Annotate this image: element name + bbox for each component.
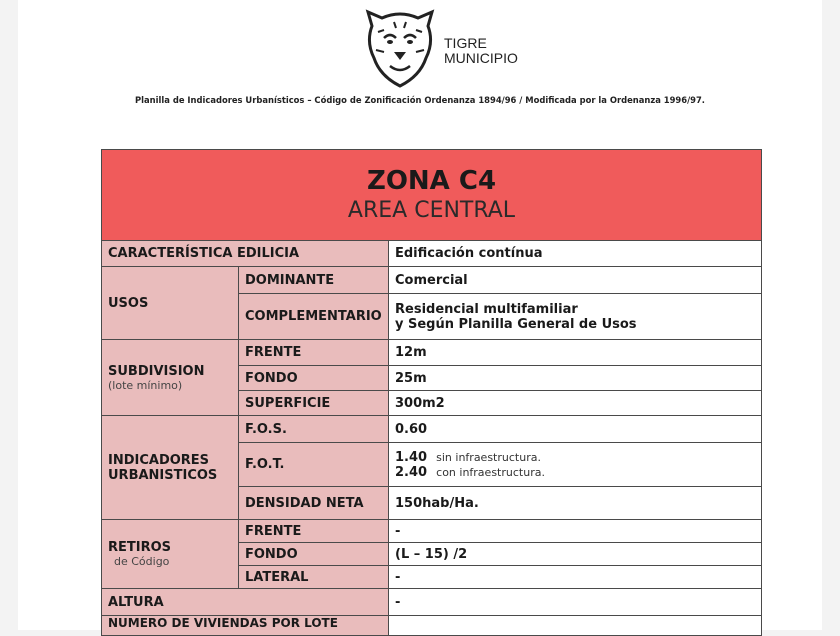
table-row	[102, 241, 762, 267]
complementario-line-1: Residencial multifamiliar	[395, 301, 578, 317]
zoning-table	[101, 149, 762, 636]
zone-header-row	[102, 150, 762, 241]
retiros-title: RETIROS	[108, 540, 172, 555]
retiros-note: de Código	[114, 555, 170, 568]
usos-complementario-value	[389, 294, 762, 340]
usos-dominante-value: Comercial	[389, 267, 762, 294]
zone-header	[102, 150, 762, 241]
table-row	[102, 416, 762, 443]
usos-complementario-label: COMPLEMENTARIO	[239, 294, 389, 340]
brand-line-1: TIGRE	[444, 35, 487, 51]
retiros-lateral-value: -	[389, 566, 762, 589]
subdivision-frente-value: 12m	[389, 340, 762, 366]
fos-value: 0.60	[389, 416, 762, 443]
subdivision-superficie-label: SUPERFICIE	[239, 391, 389, 416]
altura-value: -	[389, 589, 762, 616]
densidad-label: DENSIDAD NETA	[239, 487, 389, 520]
subdivision-fondo-value: 25m	[389, 366, 762, 391]
densidad-value: 150hab/Ha.	[389, 487, 762, 520]
caracteristica-label: CARACTERÍSTICA EDILICIA	[102, 241, 389, 267]
viviendas-label: NUMERO DE VIVIENDAS POR LOTE	[102, 616, 389, 636]
document-subtitle: Planilla de Indicadores Urbanísticos – Código de Zonificación Ordenanza 1894/96 / Modificada por la Ordenanza 1996/97.	[135, 95, 705, 105]
subdivision-fondo-label: FONDO	[239, 366, 389, 391]
viviendas-value	[389, 616, 762, 636]
fot-value-1: 1.40	[395, 449, 428, 465]
retiros-lateral-label: LATERAL	[239, 566, 389, 589]
fot-value-2: 2.40	[395, 464, 428, 480]
retiros-frente-value: -	[389, 520, 762, 543]
altura-label: ALTURA	[102, 589, 389, 616]
fot-label: F.O.T.	[239, 443, 389, 487]
fot-note-1: sin infraestructura.	[436, 450, 541, 464]
indicadores-line-1: INDICADORES	[108, 452, 210, 468]
subdivision-note: (lote mínimo)	[108, 378, 183, 392]
fot-line-2	[395, 465, 755, 480]
subdivision-label	[102, 340, 239, 416]
brand-name	[444, 36, 518, 66]
fos-label: F.O.S.	[239, 416, 389, 443]
subdivision-title: SUBDIVISION	[108, 363, 205, 379]
retiros-frente-label: FRENTE	[239, 520, 389, 543]
table-row	[102, 267, 762, 294]
zone-subtitle: AREA CENTRAL	[347, 198, 516, 223]
indicadores-label	[102, 416, 239, 520]
fot-line-1	[395, 450, 755, 465]
fot-note-2: con infraestructura.	[436, 465, 545, 479]
table-row	[102, 616, 762, 636]
subdivision-superficie-value: 300m2	[389, 391, 762, 416]
caracteristica-value: Edificación contínua	[389, 241, 762, 267]
tiger-logo	[364, 8, 436, 90]
fot-value	[389, 443, 762, 487]
subdivision-frente-label: FRENTE	[239, 340, 389, 366]
retiros-label	[102, 520, 239, 589]
usos-dominante-label: DOMINANTE	[239, 267, 389, 294]
complementario-line-2: y Según Planilla General de Usos	[395, 316, 637, 332]
indicadores-line-2: URBANISTICOS	[108, 467, 218, 483]
table-row	[102, 589, 762, 616]
zone-title: ZONA C4	[366, 166, 497, 196]
usos-label: USOS	[102, 267, 239, 340]
brand-line-2: MUNICIPIO	[444, 50, 518, 66]
retiros-fondo-value: (L – 15) /2	[389, 543, 762, 566]
retiros-fondo-label: FONDO	[239, 543, 389, 566]
table-row	[102, 340, 762, 366]
table-row	[102, 520, 762, 543]
